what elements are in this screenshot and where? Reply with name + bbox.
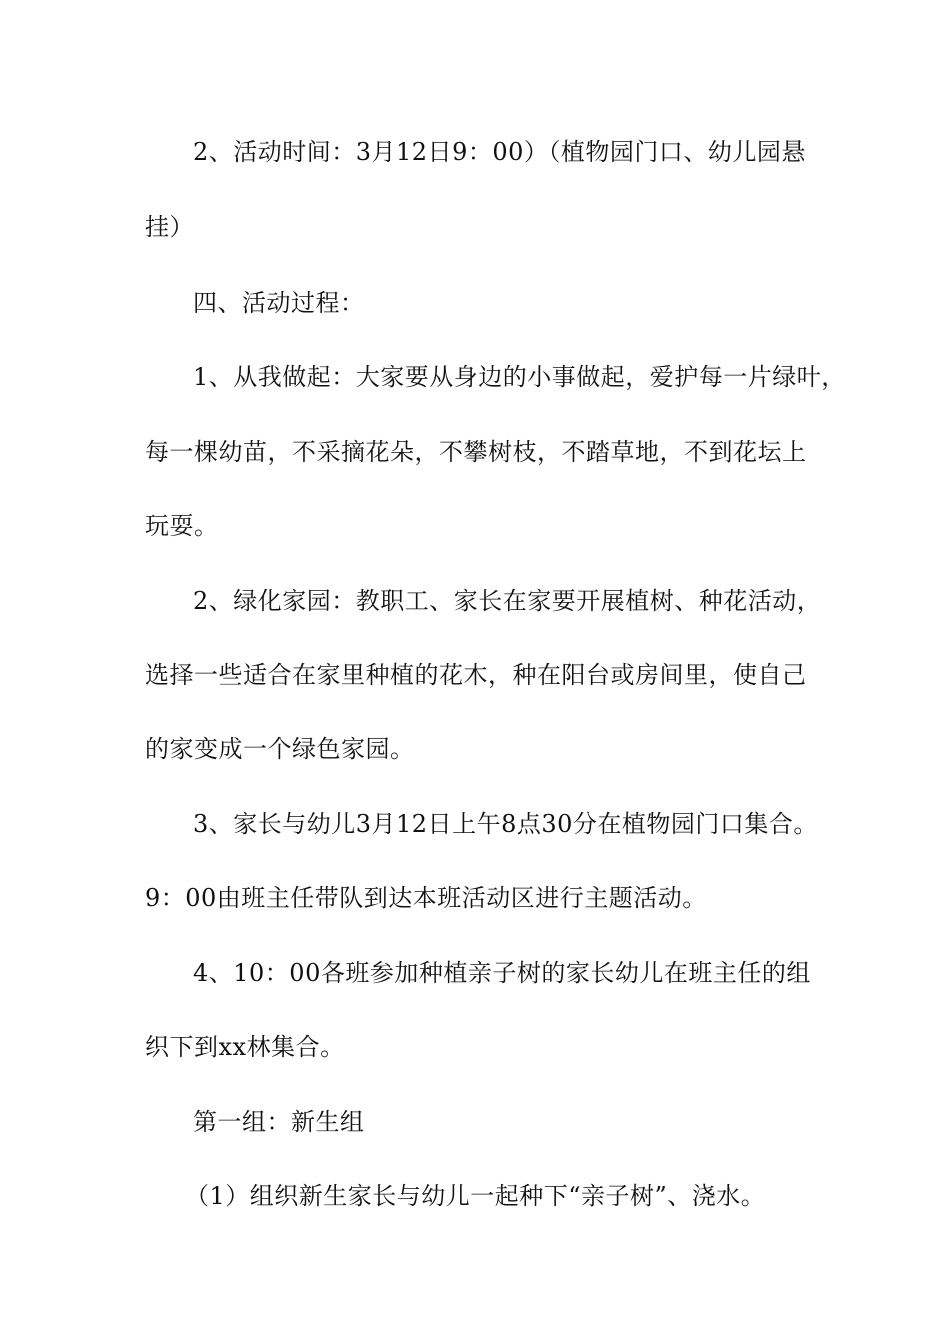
activity-time-line-2: 挂） xyxy=(145,213,194,241)
item3-line-2: 9：00由班主任带队到达本班活动区进行主题活动。 xyxy=(145,884,707,912)
section-heading-activity-process: 四、活动过程： xyxy=(193,289,365,317)
item2-line-2: 选择一些适合在家里种植的花木，种在阳台或房间里，使自己 xyxy=(145,661,807,689)
group1-item1: （1）组织新生家长与幼儿一起种下“亲子树”、浇水。 xyxy=(185,1182,766,1210)
group1-heading: 第一组：新生组 xyxy=(193,1108,365,1136)
item1-line-3: 玩耍。 xyxy=(145,512,219,540)
item2-line-1: 2、绿化家园：教职工、家长在家要开展植树、种花活动， xyxy=(193,587,822,615)
activity-time-line-1: 2、活动时间：3月12日9：00）（植物园门口、幼儿园悬 xyxy=(193,138,806,166)
item1-line-1: 1、从我做起：大家要从身边的小事做起，爱护每一片绿叶， xyxy=(193,363,846,391)
item3-line-1: 3、家长与幼儿3月12日上午8点30分在植物园门口集合。 xyxy=(193,810,818,838)
item2-line-3: 的家变成一个绿色家园。 xyxy=(145,735,415,763)
item4-line-1: 4、10：00各班参加种植亲子树的家长幼儿在班主任的组 xyxy=(193,959,811,987)
item1-line-2: 每一棵幼苗，不采摘花朵，不攀树枝，不踏草地，不到花坛上 xyxy=(145,438,807,466)
item4-line-2: 织下到xx林集合。 xyxy=(145,1033,345,1061)
